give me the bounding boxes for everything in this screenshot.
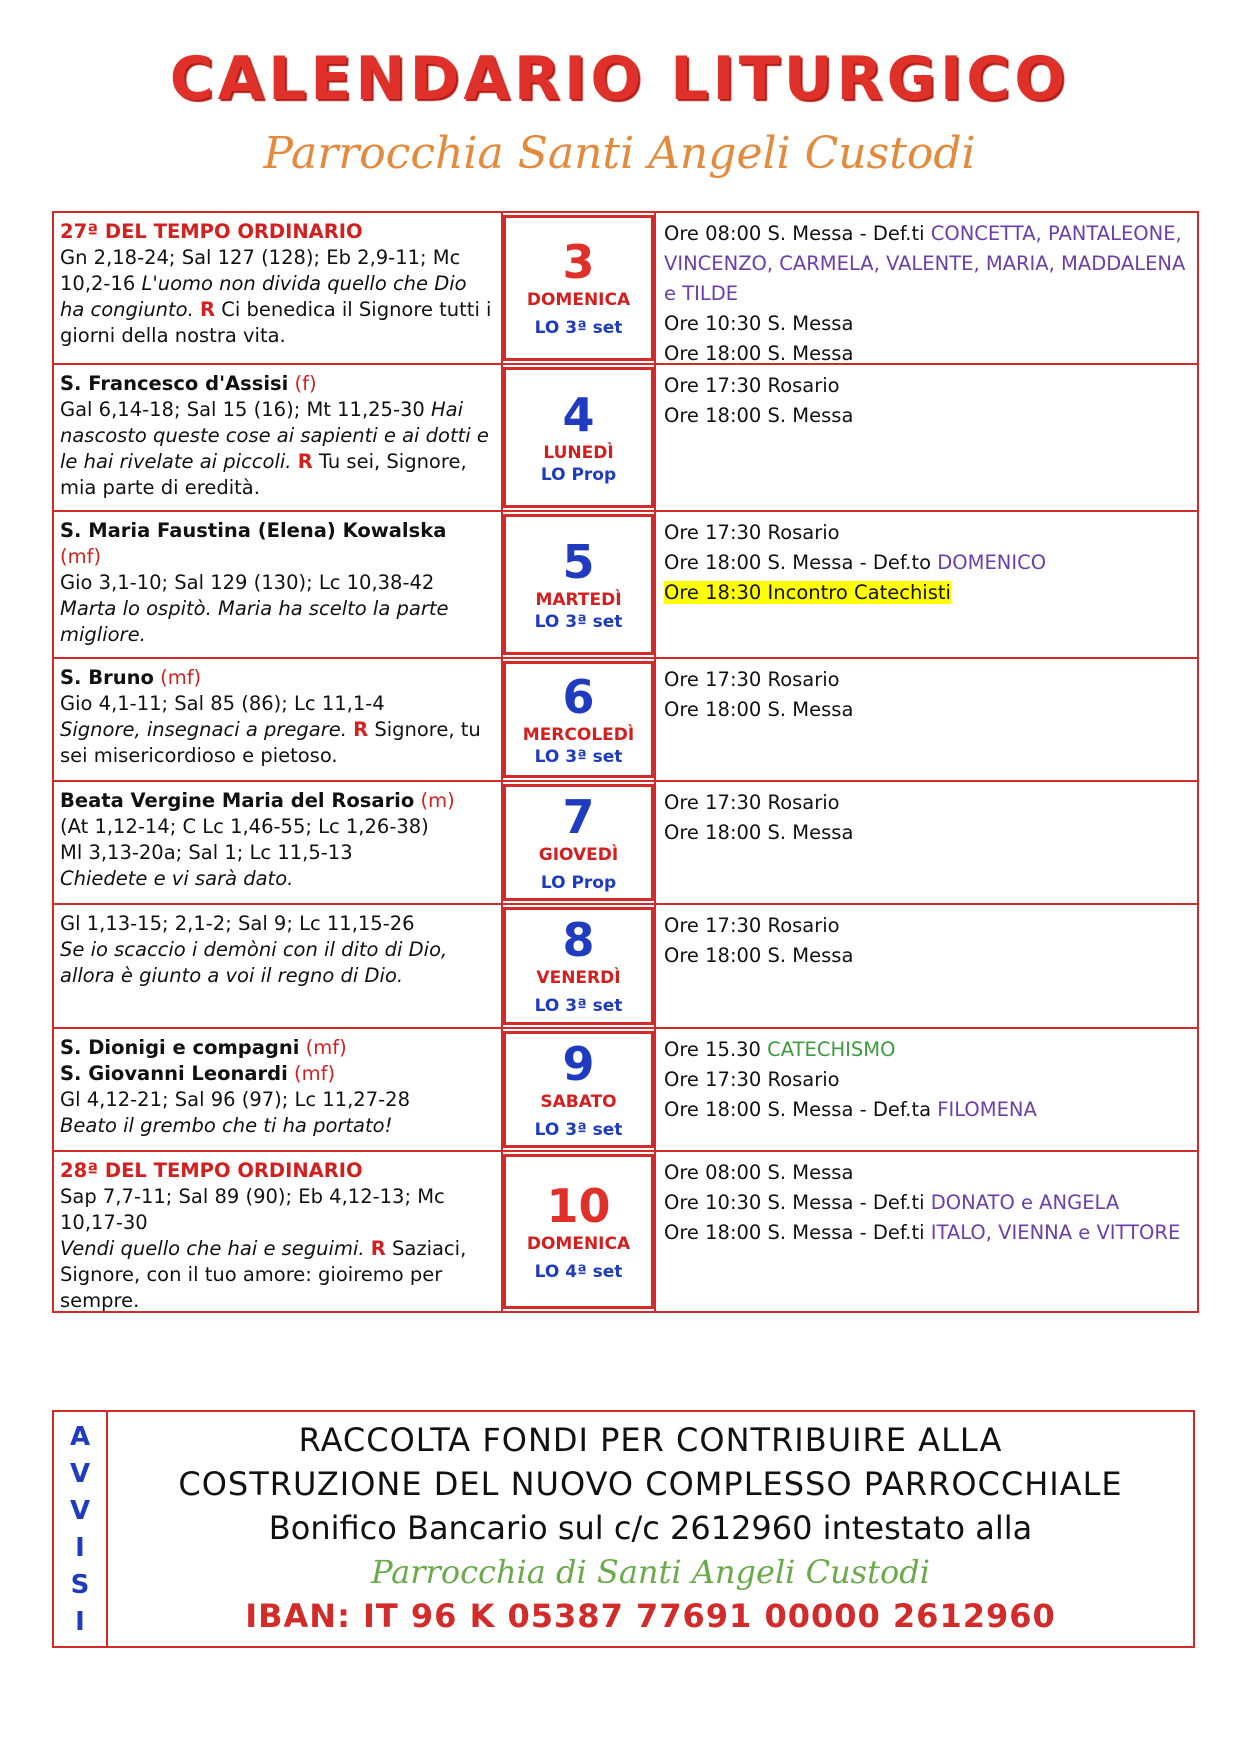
response: Saziaci, Signore, con il tuo amore: gioiremo per sempre. — [60, 1237, 467, 1312]
date-cell — [503, 1031, 654, 1148]
readings: Gio 3,1-10; Sal 129 (130); Lc 10,38-42 — [60, 571, 435, 594]
liturgy-title: S. Dionigi e compagni — [60, 1036, 300, 1059]
notice-line: Bonifico Bancario sul c/c 2612960 intestato alla — [268, 1509, 1033, 1547]
liturgy-cell — [54, 905, 503, 1027]
notices-letter: S — [70, 1569, 90, 1600]
weekday: SABATO — [540, 1091, 617, 1112]
day-number: 9 — [562, 1036, 595, 1091]
iban: IBAN: IT 96 K 05387 77691 00000 2612960 — [245, 1597, 1056, 1635]
services-cell — [654, 905, 1197, 1027]
service: Ore 15.30 — [664, 1038, 761, 1061]
service: Ore 10:30 S. Messa — [664, 312, 854, 335]
weekday: DOMENICA — [526, 1233, 631, 1254]
office-week: LO 3ª set — [534, 996, 623, 1016]
liturgy-title-2: S. Giovanni Leonardi — [60, 1062, 288, 1085]
liturgy-title: S. Bruno — [60, 666, 154, 689]
date-cell — [503, 1154, 654, 1309]
service: Ore 18:00 S. Messa — [664, 821, 854, 844]
service: Ore 08:00 S. Messa — [664, 1161, 854, 1184]
highlighted-service: Ore 18:30 Incontro Catechisti — [664, 581, 951, 604]
table-row — [54, 782, 1197, 905]
service: Ore 17:30 Rosario — [664, 914, 840, 937]
services-cell — [654, 512, 1197, 657]
weekday: VENERDÌ — [536, 968, 621, 988]
deceased-names: DONATO e ANGELA — [930, 1191, 1120, 1214]
page-title: CALENDARIO LITURGICO — [169, 44, 1070, 114]
readings: Sap 7,7-11; Sal 89 (90); Eb 4,12-13; Mc 10,17-30 — [60, 1185, 445, 1234]
readings: Gl 4,12-21; Sal 96 (97); Lc 11,27-28 — [60, 1088, 410, 1111]
quote: Marta lo ospitò. Maria ha scelto la parte migliore. — [60, 597, 449, 646]
date-cell — [503, 907, 654, 1025]
day-number: 8 — [562, 913, 595, 967]
celebration-tag: (mf) — [305, 1036, 347, 1059]
response-marker: R — [200, 298, 216, 321]
table-row — [54, 659, 1197, 782]
response-marker: R — [353, 718, 369, 741]
day-number: 4 — [562, 387, 595, 442]
notices-letter: I — [75, 1532, 85, 1563]
liturgy-title: S. Maria Faustina (Elena) Kowalska — [60, 519, 447, 542]
date-cell — [503, 215, 654, 361]
table-row — [54, 213, 1197, 365]
liturgy-cell — [54, 512, 503, 657]
readings: Gal 6,14-18; Sal 15 (16); Mt 11,25-30 — [60, 398, 425, 421]
readings: Gl 1,13-15; 2,1-2; Sal 9; Lc 11,15-26 — [60, 912, 415, 935]
liturgy-title: Beata Vergine Maria del Rosario — [60, 789, 415, 812]
services-cell — [654, 782, 1197, 903]
deceased-names: DOMENICO — [937, 551, 1047, 574]
office-week: LO Prop — [540, 464, 617, 485]
office-week: LO 4ª set — [534, 1261, 623, 1282]
notice-line: COSTRUZIONE DEL NUOVO COMPLESSO PARROCCHIALE — [178, 1465, 1123, 1503]
quote: Signore, insegnaci a pregare. — [60, 718, 347, 741]
liturgy-title: 28ª DEL TEMPO ORDINARIO — [60, 1159, 363, 1182]
notices-letter: V — [69, 1458, 91, 1489]
date-cell — [503, 367, 654, 508]
weekday: GIOVEDÌ — [538, 844, 619, 865]
day-number: 6 — [562, 669, 595, 724]
table-row — [54, 365, 1197, 512]
notices-letter: I — [75, 1606, 85, 1637]
services-cell — [654, 659, 1197, 780]
service: Ore 18:00 S. Messa - Def.ti — [664, 1221, 925, 1244]
service: Ore 18:00 S. Messa — [664, 404, 854, 427]
notice-line: RACCOLTA FONDI PER CONTRIBUIRE ALLA — [298, 1421, 1003, 1459]
liturgy-title: 27ª DEL TEMPO ORDINARIO — [60, 220, 363, 243]
service: Ore 18:00 S. Messa — [664, 944, 854, 967]
response: Tu sei, Signore, mia parte di eredità. — [60, 450, 467, 499]
liturgy-cell — [54, 213, 503, 363]
table-row — [54, 1029, 1197, 1152]
notices-box — [52, 1410, 1195, 1648]
liturgy-cell — [54, 659, 503, 780]
catechism-label: CATECHISMO — [767, 1038, 896, 1061]
celebration-tag: (m) — [420, 789, 455, 812]
day-number: 5 — [562, 534, 595, 589]
service: Ore 17:30 Rosario — [664, 374, 840, 397]
service: Ore 08:00 S. Messa - Def.ti — [664, 222, 925, 245]
page-subtitle: Parrocchia Santi Angeli Custodi — [263, 128, 976, 179]
services-cell — [654, 1029, 1197, 1150]
day-number: 10 — [546, 1178, 611, 1233]
readings: Gio 4,1-11; Sal 85 (86); Lc 11,1-4 — [60, 692, 385, 715]
notices-label — [54, 1412, 108, 1646]
quote: Vendi quello che hai e seguimi. — [60, 1237, 365, 1260]
deceased-names: ITALO, VIENNA e VITTORE — [930, 1221, 1181, 1244]
date-cell — [503, 514, 654, 655]
weekday: MERCOLEDÌ — [522, 724, 635, 745]
liturgy-title: S. Francesco d'Assisi — [60, 372, 289, 395]
liturgy-cell — [54, 1152, 503, 1311]
calendar-table — [52, 211, 1199, 1313]
celebration-tag: (mf) — [294, 1062, 336, 1085]
deceased-names: FILOMENA — [937, 1098, 1037, 1121]
liturgy-cell — [54, 1029, 503, 1150]
quote: L'uomo non divida quello che Dio ha congiunto. — [60, 272, 467, 321]
liturgy-cell — [54, 782, 503, 903]
service: Ore 17:30 Rosario — [664, 521, 840, 544]
notices-letter: V — [69, 1495, 91, 1526]
date-cell — [503, 661, 654, 778]
office-week: LO 3ª set — [534, 1119, 623, 1140]
service: Ore 18:00 S. Messa — [664, 698, 854, 721]
weekday: MARTEDÌ — [535, 589, 622, 610]
response: Signore, tu sei misericordioso e pietoso. — [60, 718, 481, 767]
services-cell — [654, 365, 1197, 510]
weekday: LUNEDÌ — [543, 442, 614, 463]
quote: Hai nascosto queste cose ai sapienti e ai dotti e le hai rivelate ai piccoli. — [60, 398, 489, 473]
readings: Ml 3,13-20a; Sal 1; Lc 11,5-13 — [60, 841, 353, 864]
service: Ore 10:30 S. Messa - Def.ti — [664, 1191, 925, 1214]
quote: Beato il grembo che ti ha portato! — [60, 1114, 393, 1137]
service: Ore 18:00 S. Messa — [664, 342, 854, 365]
office-week: LO Prop — [540, 872, 617, 893]
service: Ore 17:30 Rosario — [664, 668, 840, 691]
service: Ore 17:30 Rosario — [664, 791, 840, 814]
office-week: LO 3ª set — [534, 746, 623, 767]
service: Ore 18:00 S. Messa - Def.ta — [664, 1098, 932, 1121]
deceased-names: CONCETTA, PANTALEONE, VINCENZO, CARMELA, VALENTE, MARIA, MADDALENA e TILDE — [664, 222, 1186, 305]
readings: Gn 2,18-24; Sal 127 (128); Eb 2,9-11; Mc 10,2-16 — [60, 246, 461, 295]
weekday: DOMENICA — [526, 290, 631, 310]
notices-content — [108, 1412, 1193, 1646]
service: Ore 18:00 S. Messa - Def.to — [664, 551, 932, 574]
office-week: LO 3ª set — [534, 318, 623, 338]
notice-line: Parrocchia di Santi Angeli Custodi — [371, 1553, 930, 1591]
table-row — [54, 1152, 1197, 1313]
notices-letter: A — [69, 1421, 91, 1452]
readings-alt: (At 1,12-14; C Lc 1,46-55; Lc 1,26-38) — [60, 815, 429, 838]
celebration-tag: (f) — [294, 372, 317, 395]
liturgy-cell — [54, 365, 503, 510]
table-row — [54, 905, 1197, 1029]
celebration-tag: (mf) — [60, 545, 102, 568]
day-number: 3 — [562, 235, 595, 289]
response-marker: R — [370, 1237, 386, 1260]
service: Ore 17:30 Rosario — [664, 1068, 840, 1091]
date-cell — [503, 784, 654, 901]
quote: Chiedete e vi sarà dato. — [60, 867, 294, 890]
table-row — [54, 512, 1197, 659]
quote: Se io scaccio i demòni con il dito di Dio, allora è giunto a voi il regno di Dio. — [60, 938, 448, 987]
celebration-tag: (mf) — [160, 666, 202, 689]
office-week: LO 3ª set — [534, 611, 623, 632]
response: Ci benedica il Signore tutti i giorni della nostra vita. — [60, 298, 492, 347]
services-cell — [654, 1152, 1197, 1311]
response-marker: R — [297, 450, 313, 473]
services-cell — [654, 213, 1197, 363]
day-number: 7 — [562, 789, 595, 844]
